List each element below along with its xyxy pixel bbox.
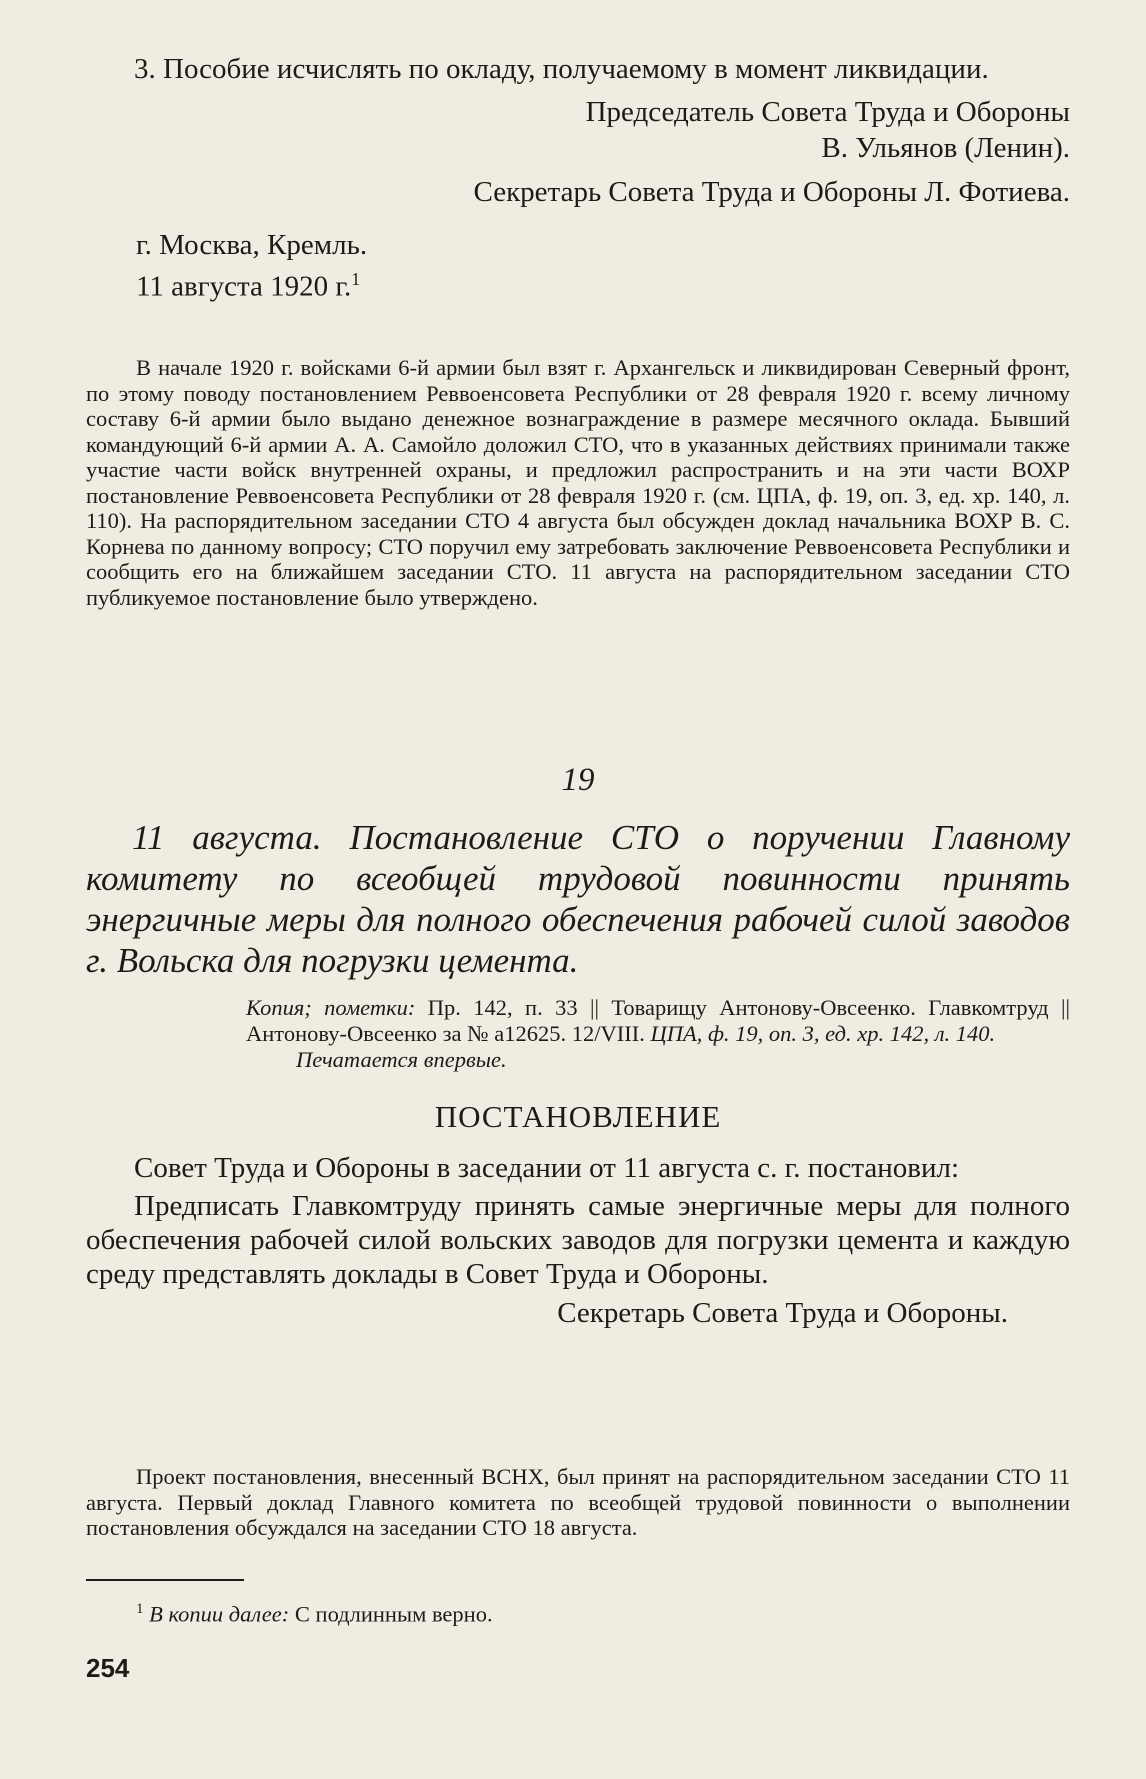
footnote [86,1601,1120,1628]
footnote-line [136,1601,1120,1628]
top-block [86,52,1070,304]
commentary-1 [86,355,1070,610]
resolution-signature: Секретарь Совета Труда и Обороны. [557,1297,1008,1329]
commentary-2 [86,1464,1070,1541]
signature-chairman-name: В. Ульянов (Ленин). [821,132,1070,164]
page-number: 254 [86,1653,130,1683]
page-footer [86,1653,1070,1684]
resolution-para-1: Совет Труда и Обороны в заседании от 11 августа с. г. постановил: [134,1152,960,1184]
document-number: 19 [561,762,595,798]
footnote-label: В копии далее: [149,1601,290,1627]
footnote-separator [86,1579,244,1581]
footnote-text: С подлинным верно. [289,1601,493,1627]
signature-chairman-title: Председатель Совета Труда и Обороны [585,96,1070,128]
resolution-para-2: Предписать Главкомтруду принять самые энергичные меры для полного обеспечения рабочей силой вольских заводов для погрузки цемента и каждую среду представлять доклады в Совет Труда и Обороны. [86,1190,1070,1290]
date: 11 августа 1920 г. [136,270,352,303]
date-line [86,262,1070,304]
commentary-2-text: Проект постановления, внесенный ВСНХ, был принят на распорядительном заседании СТО 11 августа. Первый доклад Главного комитета по всеобщей трудовой повинности о выполнении постановления обсуждался на заседании СТО 18 августа. [86,1464,1070,1540]
footnote-mark: 1 [136,1601,144,1617]
meta-archive: ЦПА, ф. 19, оп. 3, ед. хр. 142, л. 140. [650,1021,996,1046]
signature-secretary: Секретарь Совета Труда и Обороны Л. Фотиева. [473,176,1070,208]
meta-text: Пр. 142, п. 33 || Товарищу Антонову-Овсеенко. Главкомтруд || Антонову-Овсеенко за № а12625. 12/VIII. [246,995,1071,1046]
meta-label: Копия; пометки: [246,995,416,1020]
meta-line [246,995,1070,1047]
document-19 [86,762,1070,1331]
document-meta [86,995,1070,1073]
meta-printed-line [246,1047,1070,1073]
meta-printed: Печатается впервые. [296,1047,507,1072]
resolution-title: ПОСТАНОВЛЕНИЕ [434,1099,722,1134]
footnote-rule [86,1579,1070,1581]
date-footnote-mark: 1 [351,269,361,289]
clause-3: 3. Пособие исчислять по окладу, получаемому в момент ликвидации. [134,53,989,85]
commentary-1-text: В начале 1920 г. войсками 6-й армии был взят г. Архангельск и ликвидирован Северный фронт, по этому поводу постановлением Реввоенсовета Республики от 28 февраля 1920 г. всему личному составу 6-й армии было выдано денежное вознаграждение в размере месячного оклада. Бывший командующий 6-й армии А. А. Самойло доложил СТО, что в указанных действиях принимали также участие части войск внутренней охраны, и предложил распространить и на эти части ВОХР постановление Реввоенсовета Республики от 28 февраля 1920 г. (см. ЦПА, ф. 19, оп. 3, ед. хр. 140, л. 110). На распорядительном заседании СТО 4 августа был обсужден доклад начальника ВОХР В. С. Корнева по данному вопросу; СТО поручил ему затребовать заключение Реввоенсовета Республики и сообщить его на ближайшем заседании СТО. 11 августа на распорядительном заседании СТО публикуемое постановление было утверждено. [86,355,1070,610]
document-headline: 11 августа. Постановление СТО о поручении Главному комитету по всеобщей трудовой повинности принять энергичные меры для полного обеспечения рабочей силой заводов г. Вольска для погрузки цемента. [86,818,1070,980]
place: г. Москва, Кремль. [136,229,368,261]
